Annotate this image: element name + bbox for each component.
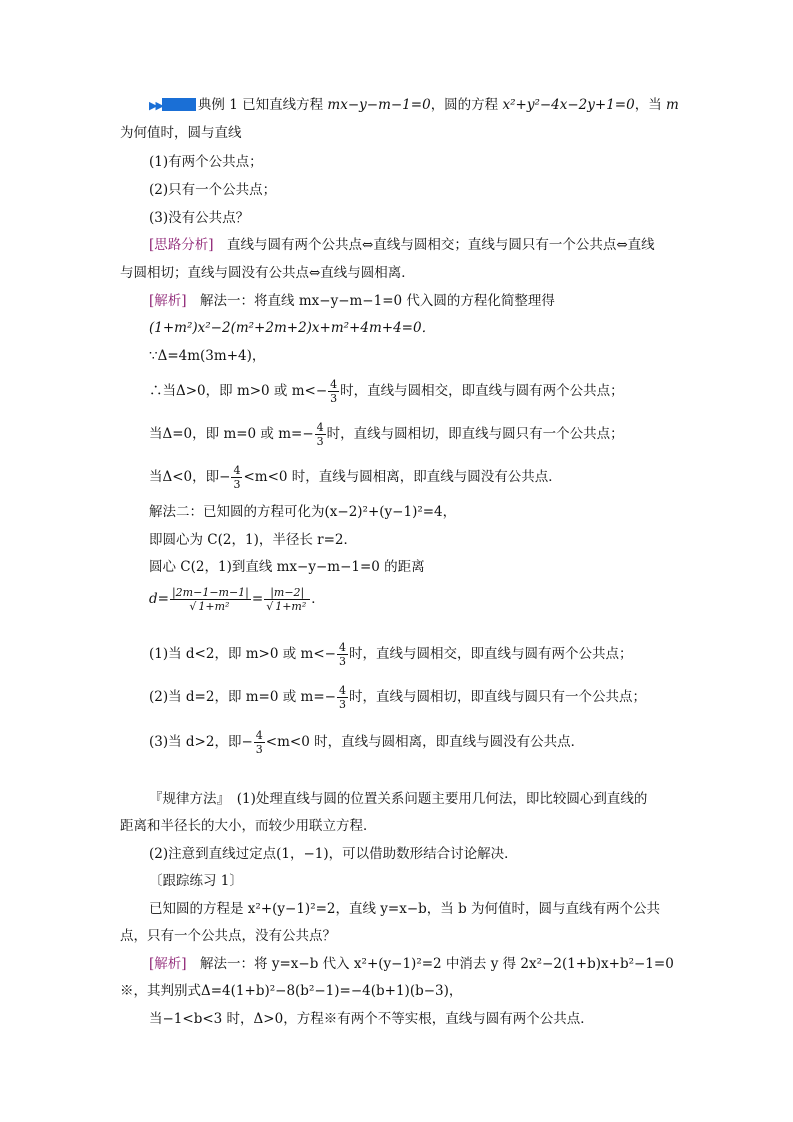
example-marker-icon: ▶▶ [149,96,196,115]
method-line-3: (2)注意到直线过定点(1，−1)，可以借助数形结合讨论解决． [149,846,518,862]
practice-solution-line-1: [解析] 解法一：将 y=x−b 代入 x²+(y−1)²=2 中消去 y 得 2x²−2(1+b)x+b²−1=0 [149,956,674,972]
m2-distance-intro: 圆心 C(2，1)到直线 mx−y−m−1=0 的距离 [149,559,425,575]
analysis-line-2: 与圆相切；直线与圆没有公共点⇔直线与圆相离． [120,265,415,281]
m2-center: 即圆心为 C(2，1)，半径长 r=2． [149,532,357,548]
method-label: 『规律方法』 [149,791,224,807]
solution-intro: [解析] 解法一：将直线 mx−y−m−1=0 代入圆的方程化简整理得 [149,293,555,309]
example-stem-cont: 为何值时，圆与直线 [120,125,242,141]
distance-fraction-1: $\frac{|2m-1-m-1|}{\text{√ 1+m²}}$ [171,586,249,613]
practice-solution-line-3: 当−1<b<3 时，Δ>0，方程※有两个不等实根，直线与圆有两个公共点． [149,1011,594,1027]
m1-case-1: ∴当Δ>0，即 m>0 或 m<− $\frac{4}{3}$ 时，直线与圆相交，即直线与圆有两个公共点； [149,378,624,405]
fraction-four-thirds: $\frac{4}{3}$ [233,464,241,491]
practice-line-2: 点，只有一个公共点，没有公共点？ [120,928,336,944]
practice-line-1: 已知圆的方程是 x²+(y−1)²=2，直线 y=x−b，当 b 为何值时，圆与直线有两个公共 [149,901,661,917]
fraction-four-thirds: $\frac{4}{3}$ [255,729,263,756]
m2-intro: 解法二：已知圆的方程可化为(x−2)²+(y−1)²=4， [149,504,457,520]
distance-formula: d= $\frac{|2m-1-m-1|}{\text{√ 1+m²}}$ = $\frac{|m-2|}{\text{√ 1+m²}}$ ． [149,586,325,613]
fraction-four-thirds: $\frac{4}{3}$ [330,378,338,405]
analysis-label: [思路分析] [149,237,214,253]
m1-case-3: 当Δ<0，即− $\frac{4}{3}$ <m<0 时，直线与圆相离，即直线与圆没有公共点． [149,464,562,491]
question-1: (1)有两个公共点； [149,154,263,170]
practice-solution-line-2: ※，其判别式Δ=4(1+b)²−8(b²−1)=−4(b+1)(b−3)， [120,983,463,999]
method-line-2: 距离和半径长的大小，而较少用联立方程． [120,818,377,834]
practice-solution-label: [解析] [149,956,187,972]
fraction-four-thirds: $\frac{4}{3}$ [338,641,346,668]
solution-equation: (1+m²)x²−2(m²+2m+2)x+m²+4m+4=0． [149,320,436,336]
method-line-1: 『规律方法』 (1)处理直线与圆的位置关系问题主要用几何法，即比较圆心到直线的 [149,791,648,807]
m2-case-1: (1)当 d<2，即 m>0 或 m<− $\frac{4}{3}$ 时，直线与圆相交，即直线与圆有两个公共点； [149,641,633,668]
example-label: 典例 1 [197,97,238,113]
distance-fraction-2: $\frac{|m-2|}{\text{√ 1+m²}}$ [264,586,310,613]
solution-delta: ∵Δ=4m(3m+4)， [149,348,266,364]
m2-case-2: (2)当 d=2，即 m=0 或 m=− $\frac{4}{3}$ 时，直线与圆相切，即直线与圆只有一个公共点； [149,684,646,711]
practice-label: 〔跟踪练习 1〕 [149,873,243,889]
question-3: (3)没有公共点？ [149,210,250,226]
fraction-four-thirds: $\frac{4}{3}$ [338,684,346,711]
example-title-line: ▶▶ 典例 1 已知直线方程 mx−y−m−1=0，圆的方程 x²+y²−4x−2y+1=0，当 m [149,97,679,113]
question-2: (2)只有一个公共点； [149,182,277,198]
m1-case-2: 当Δ=0，即 m=0 或 m=− $\frac{4}{3}$ 时，直线与圆相切，即直线与圆只有一个公共点； [149,421,624,448]
m2-case-3: (3)当 d>2，即− $\frac{4}{3}$ <m<0 时，直线与圆相离，即直线与圆没有公共点． [149,729,585,756]
solution-label: [解析] [149,293,187,309]
fraction-four-thirds: $\frac{4}{3}$ [316,421,324,448]
analysis-line-1: [思路分析] 直线与圆有两个公共点⇔直线与圆相交；直线与圆只有一个公共点⇔直线 [149,237,655,253]
